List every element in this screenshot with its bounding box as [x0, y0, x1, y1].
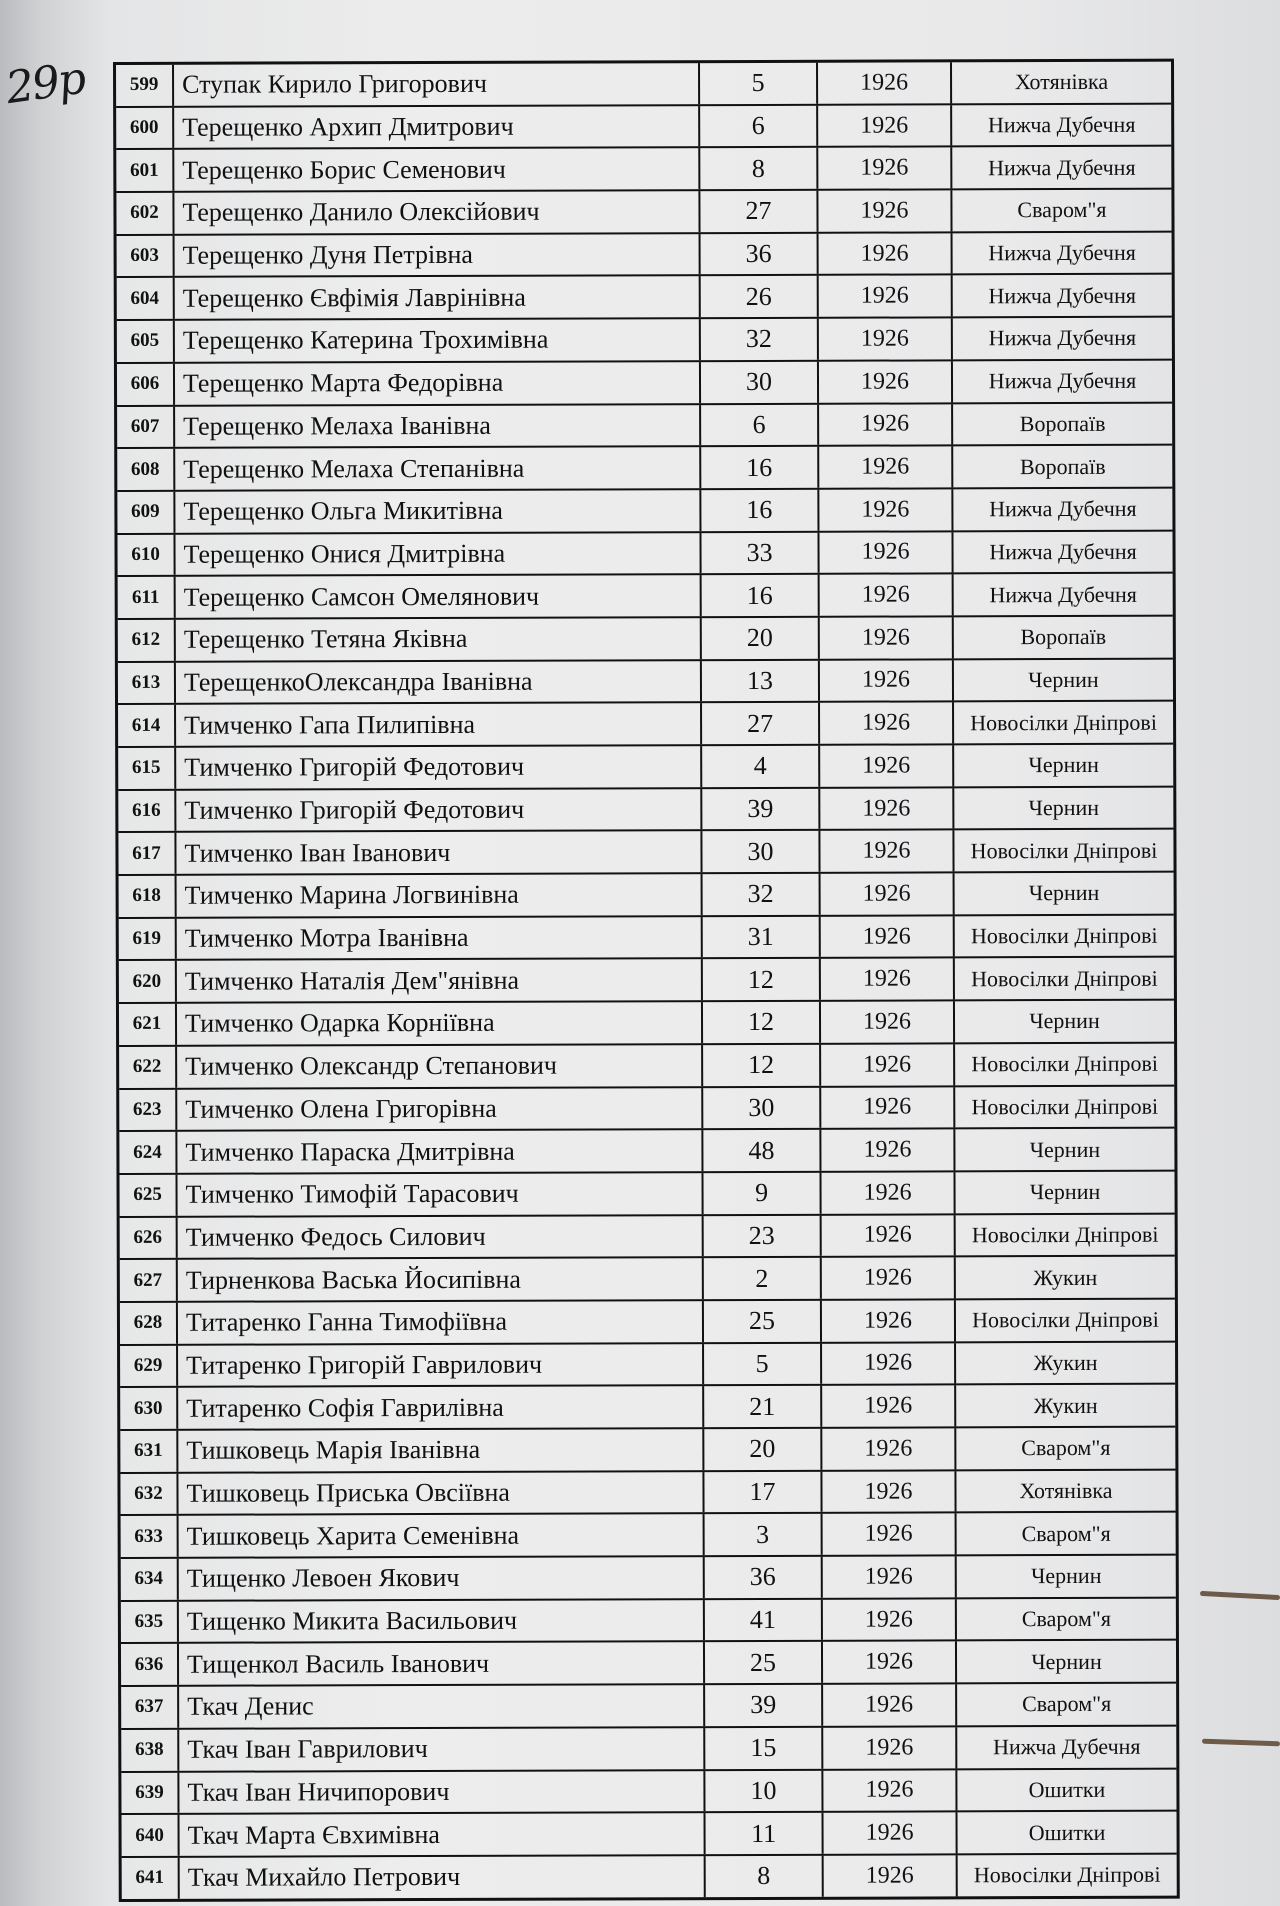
age-value: 13 — [702, 660, 820, 701]
row-number: 608 — [117, 449, 175, 490]
year-value: 1926 — [819, 233, 953, 274]
place-name: Воропаїв — [1019, 453, 1106, 479]
place-name: Воропаїв — [1019, 410, 1106, 436]
age-value: 15 — [705, 1728, 823, 1769]
person-name: Терещенко Євфімія Лаврінівна — [175, 277, 701, 319]
place-name: Чернин — [1031, 1563, 1102, 1589]
year-value: 1926 — [824, 1813, 958, 1854]
row-number: 604 — [117, 278, 175, 319]
year-value: 1926 — [819, 447, 953, 488]
person-name: Тимченко Олена Григорівна — [177, 1088, 703, 1130]
place-name: Чернин — [1031, 1648, 1102, 1674]
age-value: 30 — [701, 362, 819, 403]
year-value: 1926 — [819, 404, 953, 445]
age-value: 32 — [701, 319, 819, 360]
table-row — [118, 702, 1173, 748]
place-name: Нижча Дубечня — [993, 1733, 1141, 1760]
row-number: 616 — [118, 790, 176, 831]
person-name: Титаренко Григорій Гаврилович — [178, 1344, 704, 1386]
row-number: 609 — [117, 492, 175, 533]
place-name: Воропаїв — [1020, 624, 1107, 650]
person-name: Терещенко Самсон Омелянович — [176, 575, 702, 617]
person-name: Ткач Іван Гаврилович — [179, 1728, 705, 1770]
person-name: ТерещенкоОлександра Іванівна — [176, 661, 702, 703]
age-value: 6 — [701, 404, 819, 445]
table-row — [117, 275, 1172, 321]
place-name: Сваром"я — [1021, 1520, 1111, 1546]
row-number: 632 — [120, 1473, 178, 1514]
year-value: 1926 — [823, 1770, 957, 1811]
place-name: Нижча Дубечня — [987, 111, 1136, 138]
year-value: 1926 — [822, 1215, 956, 1256]
year-value: 1926 — [821, 1172, 955, 1213]
age-value: 16 — [702, 575, 820, 616]
person-name: Тишковець Марія Іванівна — [178, 1429, 704, 1471]
age-value: 8 — [700, 148, 818, 189]
person-name: Терещенко Марта Федорівна — [175, 362, 701, 404]
table-row — [119, 958, 1174, 1004]
age-value: 12 — [703, 959, 821, 1000]
place-name: Жукин — [1033, 1349, 1098, 1376]
person-name: Тищенко Левоен Якович — [179, 1557, 705, 1599]
table-row — [118, 830, 1173, 876]
age-value: 25 — [705, 1642, 823, 1683]
year-value: 1926 — [821, 1087, 955, 1128]
row-number: 620 — [119, 961, 177, 1002]
age-value: 26 — [701, 276, 819, 317]
person-name: Тишковець Харита Семенівна — [179, 1515, 705, 1557]
row-number: 621 — [119, 1004, 177, 1045]
place-name: Жукин — [1033, 1392, 1098, 1418]
table-row — [117, 489, 1172, 535]
place-name: Хотянівка — [1019, 1477, 1113, 1504]
person-name: Тишковець Приська Овсіївна — [178, 1472, 704, 1514]
place-name: Нижча Дубечня — [989, 496, 1137, 522]
row-number: 638 — [121, 1730, 179, 1771]
year-value: 1926 — [820, 788, 954, 829]
person-name: Терещенко Катерина Трохимівна — [175, 319, 701, 361]
person-name: Терещенко Ольга Микитівна — [175, 490, 701, 532]
year-value: 1926 — [821, 959, 955, 1000]
person-name: Тирненкова Васька Йосипівна — [178, 1258, 704, 1300]
person-name: Ткач Михайло Петрович — [180, 1856, 706, 1898]
age-value: 3 — [705, 1514, 823, 1555]
row-number: 618 — [119, 876, 177, 917]
place-name: Новосілки Дніпрові — [971, 1221, 1159, 1248]
binding-thread — [1202, 1739, 1280, 1747]
table-row — [117, 403, 1172, 449]
year-value: 1926 — [823, 1642, 957, 1683]
place-name: Нижча Дубечня — [989, 538, 1137, 565]
age-value: 17 — [704, 1471, 822, 1512]
person-name: Тимченко Тимофій Тарасович — [177, 1173, 703, 1215]
year-value: 1926 — [821, 873, 955, 914]
year-value: 1926 — [820, 745, 954, 786]
place-name: Нижча Дубечня — [988, 367, 1137, 394]
age-value: 36 — [701, 234, 819, 275]
row-number: 602 — [116, 193, 174, 234]
year-value: 1926 — [819, 532, 953, 573]
table-row — [116, 62, 1171, 108]
table-row — [119, 1172, 1174, 1218]
table-row — [118, 745, 1173, 791]
table-row — [121, 1684, 1176, 1730]
age-value: 10 — [705, 1770, 823, 1811]
place-name: Сваром"я — [1021, 1435, 1111, 1461]
year-value: 1926 — [822, 1343, 956, 1384]
table-row — [120, 1428, 1175, 1474]
row-number: 637 — [121, 1687, 179, 1728]
year-value: 1926 — [819, 489, 953, 530]
table-row — [118, 659, 1173, 705]
table-row — [120, 1470, 1175, 1516]
table-row — [121, 1598, 1176, 1644]
age-value: 8 — [706, 1856, 824, 1897]
year-value: 1926 — [822, 1471, 956, 1512]
person-name: Тимченко Мотра Іванівна — [177, 917, 703, 959]
row-number: 603 — [117, 236, 175, 277]
year-value: 1926 — [821, 1044, 955, 1085]
place-name: Чернин — [1028, 666, 1099, 693]
row-number: 599 — [116, 65, 174, 106]
table-row — [119, 1086, 1174, 1132]
table-row — [116, 147, 1171, 193]
person-name: Тимченко Федось Силович — [178, 1216, 704, 1258]
year-value: 1926 — [820, 703, 954, 744]
person-name: Ступак Кирило Григорович — [174, 63, 700, 105]
person-name: Терещенко Тетяна Яківна — [176, 618, 702, 660]
place-name: Чернин — [1028, 794, 1100, 821]
person-name: Титаренко Ганна Тимофіївна — [178, 1301, 704, 1343]
year-value: 1926 — [823, 1556, 957, 1597]
year-value: 1926 — [823, 1684, 957, 1725]
age-value: 16 — [701, 447, 819, 488]
row-number: 625 — [119, 1175, 177, 1216]
row-number: 628 — [120, 1303, 178, 1344]
age-value: 23 — [704, 1215, 822, 1256]
row-number: 633 — [121, 1516, 179, 1557]
person-name: Тимченко Одарка Корніївна — [177, 1002, 703, 1044]
table-row — [116, 104, 1171, 150]
person-name: Терещенко Мелаха Степанівна — [175, 447, 701, 489]
person-name: Тимченко Григорій Федотович — [176, 789, 702, 831]
year-value: 1926 — [821, 1130, 955, 1171]
table-row — [120, 1300, 1175, 1346]
place-name: Новосілки Дніпрові — [970, 837, 1158, 864]
row-number: 600 — [116, 107, 174, 148]
age-value: 5 — [704, 1343, 822, 1384]
age-value: 20 — [704, 1429, 822, 1470]
age-value: 39 — [702, 788, 820, 829]
place-name: Чернин — [1028, 880, 1100, 906]
age-value: 16 — [701, 490, 819, 531]
place-name: Ошитки — [1028, 1819, 1106, 1845]
row-number: 622 — [119, 1047, 177, 1088]
person-name: Терещенко Архип Дмитрович — [174, 106, 700, 148]
person-name: Тимченко Наталія Дем"янівна — [177, 960, 703, 1002]
row-number: 607 — [117, 406, 175, 447]
year-value: 1926 — [818, 105, 952, 146]
place-name: Чернин — [1029, 1136, 1101, 1162]
year-value: 1926 — [820, 831, 954, 872]
year-value: 1926 — [822, 1300, 956, 1341]
place-name: Новосілки Дніпрові — [970, 922, 1158, 949]
person-name: Терещенко Мелаха Іванівна — [175, 405, 701, 447]
place-name: Новосілки Дніпрові — [970, 709, 1157, 735]
age-value: 31 — [703, 917, 821, 958]
row-number: 601 — [116, 150, 174, 191]
age-value: 6 — [700, 105, 818, 146]
handwritten-page-number: 29р — [2, 52, 88, 115]
place-name: Нижча Дубечня — [988, 325, 1137, 351]
place-name: Новосілки Дніпрові — [971, 965, 1158, 992]
table-row — [122, 1812, 1177, 1858]
table-row — [121, 1641, 1176, 1687]
person-name: Тищенко Микита Васильович — [179, 1600, 705, 1642]
table-row — [119, 1043, 1174, 1089]
age-value: 25 — [704, 1301, 822, 1342]
year-value: 1926 — [823, 1599, 957, 1640]
year-value: 1926 — [822, 1428, 956, 1469]
person-name: Тимченко Параска Дмитрівна — [177, 1130, 703, 1172]
age-value: 9 — [703, 1173, 821, 1214]
table-row — [116, 190, 1171, 236]
table-row — [117, 531, 1172, 577]
person-name: Ткач Денис — [179, 1685, 705, 1727]
year-value: 1926 — [820, 617, 954, 658]
row-number: 636 — [121, 1644, 179, 1685]
person-name: Ткач Іван Ничипорович — [179, 1771, 705, 1813]
table-row — [119, 873, 1174, 919]
year-value: 1926 — [822, 1386, 956, 1427]
row-number: 635 — [121, 1602, 179, 1643]
table-row — [121, 1726, 1176, 1772]
year-value: 1926 — [818, 190, 952, 231]
place-name: Новосілки Дніпрові — [971, 1093, 1159, 1120]
age-value: 2 — [704, 1258, 822, 1299]
row-number: 615 — [118, 748, 176, 789]
place-name: Новосілки Дніпрові — [973, 1861, 1161, 1888]
place-name: Чернин — [1029, 1179, 1101, 1205]
row-number: 617 — [118, 833, 176, 874]
person-name: Тимченко Олександр Степанович — [177, 1045, 703, 1087]
row-number: 614 — [118, 705, 176, 746]
place-name: Новосілки Дніпрові — [971, 1050, 1159, 1077]
place-name: Чернин — [1029, 1008, 1100, 1034]
year-value: 1926 — [819, 276, 953, 317]
row-number: 624 — [119, 1132, 177, 1173]
row-number: 619 — [119, 919, 177, 960]
row-number: 641 — [122, 1858, 180, 1899]
table-row — [117, 318, 1172, 364]
table-row — [120, 1385, 1175, 1431]
place-name: Нижча Дубечня — [989, 581, 1137, 607]
row-number: 610 — [117, 534, 175, 575]
place-name: Нижча Дубечня — [988, 154, 1136, 180]
person-name: Тимченко Гапа Пилипівна — [176, 703, 702, 745]
place-name: Нижча Дубечня — [988, 239, 1136, 266]
age-value: 5 — [700, 63, 818, 104]
age-value: 27 — [702, 703, 820, 744]
table-row — [121, 1513, 1176, 1559]
row-number: 627 — [120, 1260, 178, 1301]
table-row — [118, 787, 1173, 833]
age-value: 12 — [703, 1045, 821, 1086]
year-value: 1926 — [818, 148, 952, 189]
row-number: 606 — [117, 364, 175, 405]
age-value: 48 — [703, 1130, 821, 1171]
row-number: 629 — [120, 1345, 178, 1386]
age-value: 32 — [703, 874, 821, 915]
row-number: 611 — [118, 577, 176, 618]
year-value: 1926 — [819, 318, 953, 359]
place-name: Хотянівка — [1014, 69, 1109, 95]
place-name: Сваром"я — [1022, 1691, 1112, 1717]
place-name: Новосілки Дніпрові — [972, 1307, 1159, 1333]
person-name: Тимченко Іван Іванович — [176, 832, 702, 874]
person-name: Терещенко Борис Семенович — [174, 149, 700, 191]
place-name: Сваром"я — [1017, 197, 1107, 223]
table-row — [117, 360, 1172, 406]
row-number: 639 — [121, 1772, 179, 1813]
age-value: 36 — [705, 1557, 823, 1598]
place-name: Нижча Дубечня — [988, 282, 1136, 309]
row-number: 623 — [119, 1089, 177, 1130]
person-name: Терещенко Дуня Петрівна — [175, 234, 701, 276]
year-value: 1926 — [820, 660, 954, 701]
row-number: 605 — [117, 321, 175, 362]
row-number: 626 — [120, 1217, 178, 1258]
person-name: Тищенкол Василь Іванович — [179, 1643, 705, 1685]
year-value: 1926 — [823, 1727, 957, 1768]
year-value: 1926 — [822, 1258, 956, 1299]
table-row — [119, 915, 1174, 961]
row-number: 640 — [122, 1815, 180, 1856]
age-value: 4 — [702, 746, 820, 787]
row-number: 634 — [121, 1559, 179, 1600]
age-value: 33 — [701, 532, 819, 573]
year-value: 1926 — [819, 361, 953, 402]
table-row — [122, 1855, 1177, 1899]
row-number: 630 — [120, 1388, 178, 1429]
table-row — [118, 617, 1173, 663]
age-value: 20 — [702, 618, 820, 659]
table-row — [119, 1129, 1174, 1175]
person-name: Титаренко Софія Гаврилівна — [178, 1386, 704, 1428]
table-row — [121, 1556, 1176, 1602]
place-name: Сваром"я — [1021, 1605, 1111, 1632]
person-name: Терещенко Онися Дмитрівна — [175, 533, 701, 575]
row-number: 612 — [118, 620, 176, 661]
person-name: Терещенко Данило Олексійович — [174, 191, 700, 233]
year-value: 1926 — [818, 62, 952, 103]
register-table — [113, 59, 1180, 1902]
person-name: Тимченко Григорій Федотович — [176, 746, 702, 788]
place-name: Чернин — [1028, 752, 1099, 778]
table-row — [119, 1001, 1174, 1047]
place-name: Жукин — [1033, 1264, 1098, 1290]
table-row — [118, 574, 1173, 620]
table-row — [117, 232, 1172, 278]
table-row — [120, 1257, 1175, 1303]
age-value: 30 — [702, 831, 820, 872]
place-name: Ошитки — [1028, 1776, 1106, 1802]
table-row — [121, 1769, 1176, 1815]
table-row — [120, 1342, 1175, 1388]
table-row — [117, 446, 1172, 492]
year-value: 1926 — [823, 1514, 957, 1555]
age-value: 30 — [703, 1087, 821, 1128]
row-number: 631 — [120, 1431, 178, 1472]
row-number: 613 — [118, 662, 176, 703]
age-value: 39 — [705, 1685, 823, 1726]
person-name: Тимченко Марина Логвинівна — [177, 874, 703, 916]
table-row — [120, 1214, 1175, 1260]
year-value: 1926 — [821, 1001, 955, 1042]
year-value: 1926 — [824, 1855, 958, 1896]
year-value: 1926 — [820, 575, 954, 616]
age-value: 27 — [700, 191, 818, 232]
year-value: 1926 — [821, 916, 955, 957]
age-value: 21 — [704, 1386, 822, 1427]
age-value: 12 — [703, 1002, 821, 1043]
age-value: 11 — [706, 1813, 824, 1854]
age-value: 41 — [705, 1600, 823, 1641]
binding-thread — [1200, 1591, 1280, 1600]
person-name: Ткач Марта Євхимівна — [180, 1813, 706, 1855]
